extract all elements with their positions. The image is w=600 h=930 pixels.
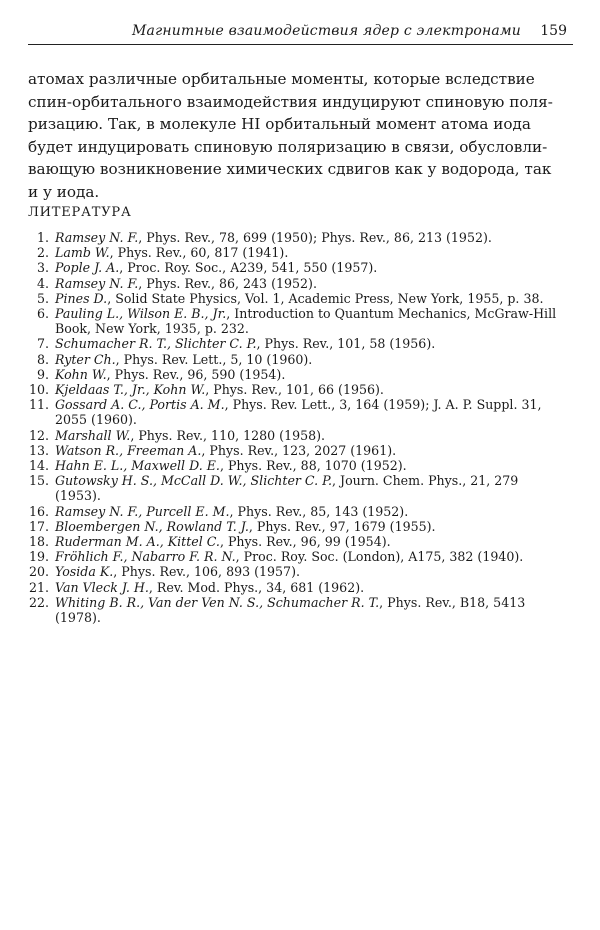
reference-item	[28, 352, 568, 367]
reference-item	[28, 549, 568, 564]
reference-number: 8.	[36, 351, 49, 367]
reference-number: 6.	[36, 306, 49, 322]
reference-authors: Hahn E. L., Maxwell D. E.	[55, 458, 220, 474]
reference-text: , Phys. Rev., 110, 1280 (1958).	[130, 427, 326, 443]
reference-authors: Fröhlich F., Nabarro F. R. N.	[55, 549, 236, 565]
reference-item	[28, 458, 568, 473]
reference-item	[28, 367, 568, 382]
reference-number: 13.	[28, 442, 49, 458]
reference-item	[28, 534, 568, 549]
reference-text: , Phys. Rev. Lett., 5, 10 (1960).	[115, 351, 313, 367]
reference-authors: Pauling L., Wilson E. B., Jr.	[55, 306, 227, 322]
reference-item	[28, 428, 568, 443]
reference-item	[28, 473, 568, 503]
reference-text: , Proc. Roy. Soc. (London), A175, 382 (1940).	[235, 549, 524, 565]
reference-text: , Phys. Rev., 60, 817 (1941).	[109, 245, 289, 261]
reference-number: 18.	[28, 534, 49, 550]
reference-item	[28, 519, 568, 534]
reference-authors: Kohn W.	[55, 366, 107, 382]
reference-text: , Phys. Rev., 86, 243 (1952).	[138, 275, 317, 291]
reference-number: 16.	[28, 503, 49, 519]
body-paragraph	[28, 68, 568, 204]
paragraph-line: ризацию. Так, в молекуле HI орбитальный момент атома иода	[28, 115, 531, 134]
reference-number: 1.	[36, 230, 49, 245]
reference-item	[28, 260, 568, 275]
reference-authors: Pines D.	[55, 290, 108, 306]
page-number: 159	[540, 23, 567, 39]
reference-text: , Solid State Physics, Vol. 1, Academic Press, New York, 1955, p. 38.	[107, 290, 544, 306]
reference-item	[28, 276, 568, 291]
reference-number: 2.	[36, 245, 49, 261]
reference-text: , Introduction to Quantum Mechanics, McGraw-Hill Book, New York, 1935, p. 232.	[55, 306, 557, 337]
reference-number: 14.	[28, 458, 49, 474]
reference-text: , Phys. Rev. Lett., 3, 164 (1959); J. A. P. Suppl. 31, 2055 (1960).	[55, 397, 542, 428]
reference-text: , Proc. Roy. Soc., A239, 541, 550 (1957).	[119, 260, 378, 276]
reference-text: , Phys. Rev., 85, 143 (1952).	[229, 503, 409, 519]
reference-authors: Pople J. A.	[55, 260, 120, 276]
reference-authors: Ruderman M. A., Kittel C.	[55, 534, 220, 550]
reference-text: , Phys. Rev., 78, 699 (1950); Phys. Rev., 86, 213 (1952).	[138, 230, 492, 245]
reference-item	[28, 564, 568, 579]
reference-number: 3.	[36, 260, 49, 276]
reference-authors: Gutowsky H. S., McCall D. W., Slichter C. P.	[55, 473, 333, 489]
reference-item	[28, 230, 568, 245]
reference-number: 9.	[36, 366, 49, 382]
reference-item	[28, 382, 568, 397]
reference-authors: Watson R., Freeman A.	[55, 442, 202, 458]
reference-authors: Schumacher R. T., Slichter C. P.	[55, 336, 257, 352]
reference-number: 10.	[28, 382, 49, 398]
reference-authors: Yosida K.	[55, 564, 114, 580]
reference-item	[28, 291, 568, 306]
reference-text: , Phys. Rev., 96, 99 (1954).	[219, 534, 391, 550]
reference-text: , Phys. Rev., 88, 1070 (1952).	[219, 458, 407, 474]
reference-text: , Rev. Mod. Phys., 34, 681 (1962).	[148, 579, 365, 595]
reference-number: 12.	[28, 427, 49, 443]
reference-text: , Journ. Chem. Phys., 21, 279 (1953).	[55, 473, 519, 504]
paragraph-line: атомах различные орбитальные моменты, которые вследствие	[28, 70, 535, 88]
reference-authors: Ramsey N. F., Purcell E. M.	[55, 503, 230, 519]
running-header	[28, 20, 573, 45]
reference-item	[28, 504, 568, 519]
references-heading: ЛИТЕРАТУРА	[28, 205, 132, 220]
reference-authors: Kjeldaas T., Jr., Kohn W.	[55, 382, 206, 398]
reference-item	[28, 336, 568, 351]
reference-item	[28, 306, 568, 336]
reference-authors: Gossard A. C., Portis A. M.	[55, 397, 225, 413]
reference-text: , Phys. Rev., 101, 58 (1956).	[256, 336, 436, 352]
reference-authors: Ryter Ch.	[55, 351, 116, 367]
reference-item	[28, 397, 568, 427]
reference-item	[28, 245, 568, 260]
reference-item	[28, 580, 568, 595]
paragraph-line: спин-орбитального взаимодействия индуцируют спиновую поля-	[28, 92, 553, 111]
reference-text: , Phys. Rev., 123, 2027 (1961).	[201, 442, 397, 458]
reference-text: , Phys. Rev., 106, 893 (1957).	[113, 564, 300, 580]
reference-number: 17.	[28, 518, 49, 534]
reference-number: 22.	[28, 594, 49, 610]
running-header-title: Магнитные взаимодействия ядер с электронами	[132, 23, 521, 39]
reference-text: , Phys. Rev., B18, 5413 (1978).	[55, 594, 526, 626]
reference-item	[28, 595, 568, 625]
reference-authors: Marshall W.	[55, 427, 131, 443]
reference-number: 7.	[36, 336, 49, 352]
reference-authors: Lamb W.	[55, 245, 110, 261]
references-list	[28, 230, 568, 625]
paragraph-line: вающую возникновение химических сдвигов как у водорода, так	[28, 160, 552, 179]
reference-number: 21.	[28, 579, 49, 595]
reference-authors: Van Vleck J. H.	[55, 579, 149, 595]
paragraph-line: будет индуцировать спиновую поляризацию в связи, обусловли-	[28, 137, 548, 156]
reference-text: , Phys. Rev., 97, 1679 (1955).	[248, 518, 436, 534]
reference-number: 20.	[28, 564, 49, 580]
reference-number: 5.	[36, 290, 49, 306]
reference-number: 11.	[28, 397, 49, 413]
reference-authors: Bloembergen N., Rowland T. J.	[55, 518, 249, 534]
reference-authors: Whiting B. R., Van der Ven N. S., Schumacher R. T.	[55, 594, 380, 610]
reference-authors: Ramsey N. F.	[55, 275, 139, 291]
reference-number: 4.	[36, 275, 49, 291]
reference-number: 15.	[28, 473, 49, 489]
reference-authors: Ramsey N. F.	[55, 230, 139, 245]
reference-text: , Phys. Rev., 101, 66 (1956).	[205, 382, 384, 398]
paragraph-line: и у иода.	[28, 182, 100, 201]
reference-number: 19.	[28, 549, 49, 565]
reference-text: , Phys. Rev., 96, 590 (1954).	[106, 366, 286, 382]
reference-item	[28, 443, 568, 458]
